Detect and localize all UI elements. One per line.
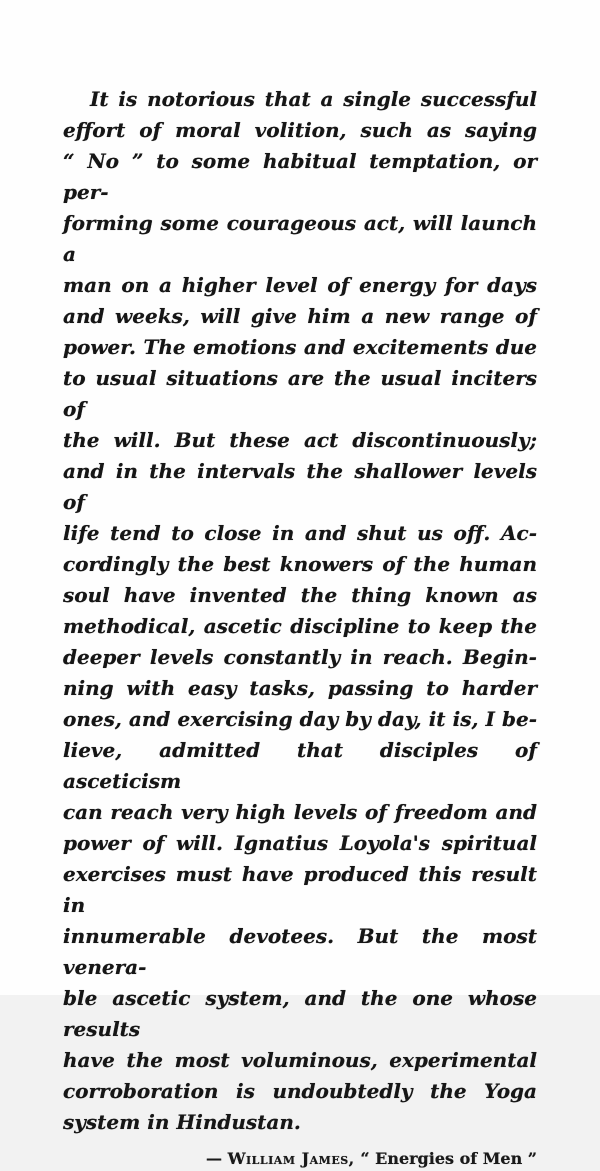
quote-line: can reach very high levels of freedom and	[63, 800, 537, 824]
quote-line: methodical, ascetic discipline to keep the	[63, 614, 537, 638]
quote-line: and weeks, will give him a new range of	[63, 304, 537, 328]
quote-line: life tend to close in and shut us off. Ac-	[63, 521, 537, 545]
quote-line: cordingly the best knowers of the human	[63, 552, 537, 576]
quote-line: “ No ” to some habitual temptation, or per-	[63, 149, 537, 204]
quote-line: effort of moral volition, such as saying	[63, 118, 537, 142]
quote-line: corroboration is undoubtedly the Yoga	[63, 1079, 537, 1103]
attribution-work-title: “ Energies of Men ”	[360, 1149, 537, 1168]
attribution-line	[63, 1147, 537, 1171]
quote-line: ble ascetic system, and the one whose results	[63, 986, 537, 1041]
quote-line: soul have invented the thing known as	[63, 583, 537, 607]
quote-line: to usual situations are the usual inciters of	[63, 366, 537, 421]
quote-line: man on a higher level of energy for days	[63, 273, 537, 297]
quote-line: forming some courageous act, will launch a	[63, 211, 537, 266]
quote-line: the will. But these act discontinuously;	[63, 428, 537, 452]
quote-line: power of will. Ignatius Loyola's spiritual	[63, 831, 537, 855]
quote-line: deeper levels constantly in reach. Begin-	[63, 645, 537, 669]
quote-line: exercises must have produced this result in	[63, 862, 537, 917]
quote-line: lieve, admitted that disciples of asceticism	[63, 738, 537, 793]
quote-line: system in Hindustan.	[63, 1110, 301, 1134]
quote-line: ones, and exercising day by day, it is, I be-	[63, 707, 537, 731]
quotation-block	[63, 84, 537, 1171]
quote-line: have the most voluminous, experimental	[63, 1048, 537, 1072]
quote-lines	[63, 84, 537, 1138]
attribution-dash: —	[205, 1149, 222, 1168]
quote-line: It is notorious that a single successful	[90, 87, 537, 111]
quote-line: innumerable devotees. But the most venera-	[63, 924, 537, 979]
attribution-author: William James,	[227, 1149, 355, 1168]
quote-line: power. The emotions and excitements due	[63, 335, 537, 359]
quote-line: and in the intervals the shallower levels of	[63, 459, 537, 514]
quote-line: ning with easy tasks, passing to harder	[63, 676, 537, 700]
